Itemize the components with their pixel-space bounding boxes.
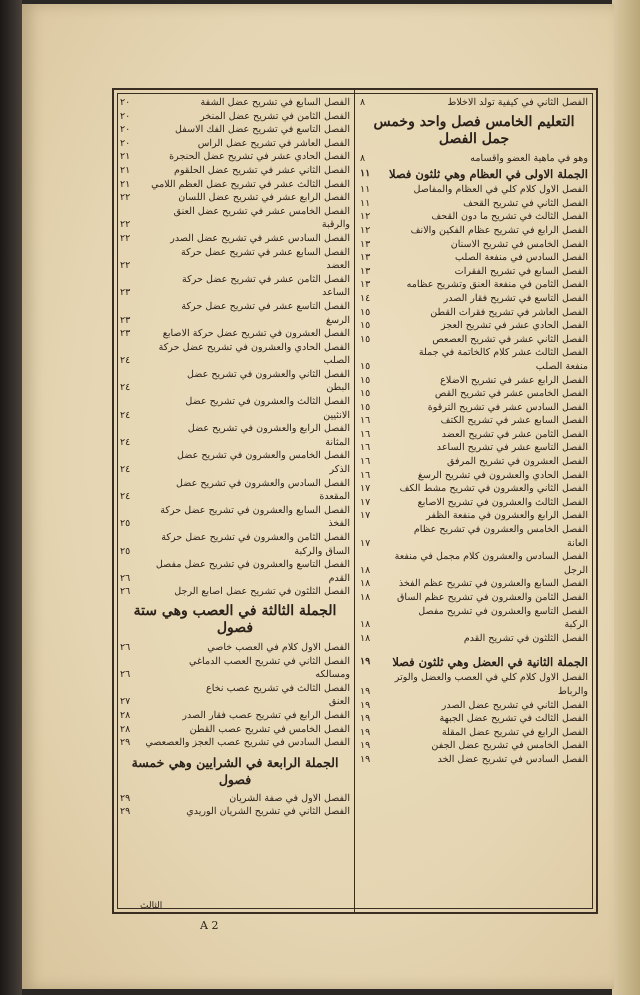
toc-entry-page: ١٥ (360, 333, 371, 345)
toc-entry (120, 695, 350, 709)
toc-entry-title: القدم (328, 572, 350, 584)
toc-entry-title: الفصل السادس عشر في تشريح الترقوة (427, 401, 588, 413)
toc-entry (120, 545, 350, 559)
toc-entry (120, 300, 350, 314)
toc-entry (120, 490, 350, 504)
toc-entry (360, 632, 588, 646)
toc-entry-title: الانثيين (323, 409, 350, 421)
toc-entry (360, 401, 588, 415)
toc-entry-title: الرجل (563, 564, 588, 576)
toc-entry-page: ٢٠ (120, 124, 131, 136)
toc-entry-title: الفصل التاسع في تشريح فقار الصدر (443, 292, 588, 304)
toc-entry (120, 96, 350, 110)
toc-entry-title: الفصل السابع في تشريح عضل الشفة (200, 97, 350, 108)
toc-entry-title: الساعد (322, 287, 350, 299)
toc-entry-title: الفصل السابع في تشريح الفقرات (454, 265, 588, 277)
toc-entry (120, 178, 350, 192)
toc-entry (120, 422, 350, 436)
toc-entry-title: الفصل الثالث في تشريح عضل الجبهة (439, 713, 588, 725)
toc-entry-title: وهو في ماهية العضو واقسامه (470, 152, 588, 164)
toc-entry-title: الفصل الرابع في تشريح عصب فقار الصدر (182, 709, 350, 721)
toc-entry-page: ٢٤ (120, 382, 131, 394)
toc-entry (360, 210, 588, 224)
section-heading-muscles: الجملة الثانية في العضل وهي ثلثون فصلا ١٩ (360, 655, 588, 670)
toc-entry-title: الفصل الثامن والعشرون في تشريح عظم الساق (396, 592, 588, 603)
toc-entry-title: الفصل الرابع والعشرون في تشريح عضل (187, 423, 350, 435)
toc-entry-title: الفصل الرابع في تشريح عظام الفكين والانف (410, 224, 588, 236)
toc-entry (120, 572, 350, 586)
toc-entry (120, 232, 350, 246)
toc-entry-title: الفصل الثاني عشر في تشريح العصعص (432, 333, 588, 345)
toc-entry-title: الفصل السابع عشر في تشريح الكتف (440, 415, 588, 427)
toc-entry (120, 655, 350, 669)
toc-entry-title: الفصل الخامس عشر في تشريح عضل العنق (173, 205, 350, 217)
toc-entry-title: الفصل الحادي والعشرون في تشريح عضل حركة (158, 341, 350, 353)
toc-entry-page: ٢٩ (120, 737, 131, 749)
toc-entry (120, 218, 350, 232)
toc-entry-page: ١٥ (360, 306, 371, 318)
toc-entry-page (120, 395, 142, 409)
toc-entry-page: ٢٧ (120, 696, 131, 708)
toc-entry-page: ٢٤ (120, 464, 131, 476)
toc-entry-page: ١٧ (360, 496, 371, 508)
toc-entry (360, 360, 588, 374)
toc-entry-page (120, 655, 142, 669)
toc-entry-title: الفصل الرابع عشر في تشريح عضل اللسان (178, 192, 350, 204)
toc-entry-title: الفصل الثالث عشر كلام كالخاتمة في جملة (418, 347, 588, 359)
toc-entry (360, 306, 588, 320)
toc-entry-page: ١٦ (360, 415, 371, 427)
toc-entry-page: ٨ (360, 152, 366, 164)
toc-entry-page: ٢٦ (120, 669, 131, 681)
toc-entry-page (360, 550, 382, 564)
toc-entry (360, 292, 588, 306)
toc-entry (120, 585, 350, 599)
toc-entry-page: ٢٥ (120, 518, 131, 530)
column-divider (354, 90, 355, 912)
toc-entry-page: ١٥ (360, 320, 371, 332)
toc-entry-page: ٢٦ (120, 586, 131, 598)
toc-entry (120, 381, 350, 395)
toc-entry (120, 436, 350, 450)
toc-entry (120, 286, 350, 300)
right-column (360, 96, 588, 767)
toc-entry-page: ١٨ (360, 564, 371, 576)
toc-entry-page: ٢٦ (120, 641, 131, 653)
toc-entry-title: منفعة الصلب (535, 360, 588, 372)
toc-entry-page: ٢٤ (120, 409, 131, 421)
toc-entry (120, 558, 350, 572)
toc-entry-title: الفصل الثالث في تشريح ما دون القحف (431, 211, 588, 223)
toc-entry-page: ١٩ (360, 740, 371, 752)
toc-entry (120, 205, 350, 219)
toc-entry (120, 682, 350, 696)
toc-entry-page: ١٧ (360, 537, 371, 549)
toc-entry-title: الفصل الثامن عشر في تشريح العضد (441, 428, 588, 440)
toc-entry-page: ١٧ (360, 483, 371, 495)
toc-entry (120, 736, 350, 750)
toc-entry-title: العانة (567, 537, 588, 549)
toc-entry-page (360, 346, 382, 360)
toc-entry (360, 278, 588, 292)
toc-entry-page: ٢٩ (120, 792, 131, 804)
toc-entry (360, 726, 588, 740)
toc-entry-title: الفخذ (328, 518, 350, 530)
toc-entry (360, 618, 588, 632)
toc-entry (120, 246, 350, 260)
book-page (22, 4, 614, 989)
toc-entry (120, 191, 350, 205)
toc-entry (360, 183, 588, 197)
toc-entry-page (120, 477, 142, 491)
contents-frame (112, 88, 598, 914)
toc-entry (120, 123, 350, 137)
toc-entry-page: ١٤ (360, 292, 371, 304)
toc-entry-title: الفصل الثامن والعشرون في تشريح عضل حركة (161, 532, 350, 543)
toc-entry-page: ٢٨ (120, 709, 131, 721)
section-heading-arteries: الجملة الرابعة في الشرايين وهي خمسة فصول (131, 754, 339, 787)
toc-entry (120, 504, 350, 518)
toc-entry-page: ٢٣ (120, 328, 131, 340)
toc-entry-title: الفصل السادس عشر في تشريح عضل الصدر (170, 232, 350, 244)
toc-entry (120, 517, 350, 531)
toc-entry (360, 591, 588, 605)
toc-entry-page: ١٨ (360, 619, 371, 631)
toc-entry-title: الفصل السادس في تشريح عضل الخد (437, 753, 588, 765)
toc-entry (120, 110, 350, 124)
toc-entry-title: الفصل السادس والعشرون في تشريح عضل (176, 477, 350, 489)
toc-entry-title: الفصل الخامس في تشريح الاسنان (450, 238, 588, 250)
toc-entry (120, 341, 350, 355)
toc-entry-page: ٢٠ (120, 137, 131, 149)
toc-entry-page: ١٨ (360, 632, 371, 644)
toc-entry-page: ١٣ (360, 238, 371, 250)
toc-entry (120, 164, 350, 178)
toc-entry-title: الفصل الثلثون في تشريح القدم (463, 632, 588, 644)
toc-entry-title: الفصل السابع والعشرون في تشريح عظم الفخذ (398, 578, 588, 590)
toc-entry (360, 469, 588, 483)
toc-entry-title: الفصل السابع عشر في تشريح عضل حركة (181, 246, 350, 258)
toc-entry-page: ١٩ (360, 699, 371, 711)
toc-entry (360, 224, 588, 238)
toc-entry-page: ١٩ (360, 753, 371, 765)
toc-entry-page (120, 422, 142, 436)
toc-entry (360, 197, 588, 211)
toc-entry-title: الفصل الرابع والعشرون في منفعة الظفر (426, 510, 588, 522)
toc-entry-page: ٢٤ (120, 491, 131, 503)
toc-entry (120, 709, 350, 723)
catchword: الثالث (140, 901, 163, 911)
toc-entry-title: الفصل الخامس في تشريح عضل الجفن (431, 740, 588, 752)
toc-entry-title: الفصل التاسع عشر في تشريح الساعد (436, 442, 588, 454)
toc-entry (360, 564, 588, 578)
toc-entry (360, 238, 588, 252)
toc-entry (120, 409, 350, 423)
toc-entry-page: ١٩ (360, 726, 371, 738)
toc-entry-title: والرباط (558, 685, 588, 697)
toc-entry-page: ١٨ (360, 578, 371, 590)
toc-entry-title: الفصل الثاني عشر في تشريح عضل الحلقوم (174, 164, 350, 176)
toc-entry-title: الفصل الخامس والعشرون في تشريح عضل (176, 450, 350, 462)
toc-entry-page: ٨ (360, 97, 366, 108)
toc-entry (120, 150, 350, 164)
toc-entry (360, 96, 588, 110)
toc-entry-title: الفصل التاسع في تشريح عضل الفك الاسفل (175, 124, 350, 136)
toc-entry-page: ١٢ (360, 211, 371, 223)
section-heading-nerves: الجملة الثالثة في العصب وهي ستة فصول (133, 602, 337, 636)
toc-entry-title: الفصل التاسع عشر في تشريح عضل حركة (181, 300, 350, 312)
toc-entry-page (360, 605, 382, 619)
toc-entry-title: الفصل الحادي عشر في تشريح العجز (440, 320, 588, 332)
toc-entry-page: ٢٠ (120, 97, 131, 108)
toc-entry (120, 354, 350, 368)
toc-entry (360, 374, 588, 388)
toc-entry-title: الفصل الثالث والعشرون في تشريح الاصابع (417, 496, 588, 508)
toc-entry (360, 346, 588, 360)
toc-entry-page: ٢٠ (120, 110, 131, 122)
toc-entry-title: الفصل التاسع والعشرون في تشريح مفصل (418, 605, 588, 617)
toc-entry-page: ٢٩ (120, 806, 131, 818)
toc-entry (360, 414, 588, 428)
toc-entry-title: الفصل الاول كلام كلي في العظام والمفاصل (413, 184, 588, 196)
toc-entry-page (120, 205, 142, 219)
toc-entry-title: الفصل الثاني والعشرون في تشريح عضل (186, 368, 350, 380)
toc-entry-page: ١٣ (360, 279, 371, 291)
toc-entry (120, 792, 350, 806)
toc-entry (360, 671, 588, 685)
toc-entry-title: الفصل الخامس في تشريح عصب القطن (189, 723, 350, 735)
toc-entry-page: ٢٣ (120, 314, 131, 326)
toc-entry-title: الفصل الثاني في تشريح العصب الدماغي (189, 655, 350, 667)
toc-entry (360, 537, 588, 551)
toc-entry-title: والرقبة (321, 219, 350, 231)
toc-entry (120, 805, 350, 819)
toc-entry (120, 449, 350, 463)
toc-entry-page: ٢٦ (120, 572, 131, 584)
toc-entry-page (120, 682, 142, 696)
toc-entry-title: العضد (326, 260, 350, 272)
heading-fifth-teaching: التعليم الخامس فصل واحد وخمس جمل الفصل (373, 113, 575, 147)
toc-entry-title: الفصل الثالث عشر في تشريح عضل العظم اللامي (151, 178, 350, 190)
toc-entry-page: ١٣ (360, 252, 371, 264)
toc-entry-page: ١١ (360, 184, 371, 196)
toc-entry-page (120, 531, 142, 545)
toc-entry-title: الفصل الرابع عشر في تشريح الاضلاع (440, 374, 588, 386)
toc-entry-title: الفصل السادس في تشريح عصب العجز والعصعصي (145, 737, 350, 749)
toc-entry-title: الفصل السابع والعشرون في تشريح عضل حركة (160, 504, 350, 516)
toc-entry (120, 531, 350, 545)
left-column (120, 96, 350, 819)
toc-entry-page: ٢٢ (120, 232, 131, 244)
toc-entry-page (120, 504, 142, 518)
toc-entry (360, 605, 588, 619)
toc-entry-page: ٢٢ (120, 219, 131, 231)
toc-entry-page (120, 246, 142, 260)
toc-entry-title: المقعدة (319, 491, 350, 503)
toc-entry (360, 265, 588, 279)
toc-entry-title: البطن (326, 382, 350, 394)
toc-entry-page: ١٦ (360, 469, 371, 481)
toc-entry-title: العنق (328, 696, 350, 708)
toc-entry-title: الفصل السادس والعشرون كلام مجمل في منفعة (394, 551, 588, 563)
toc-entry-page: ٢٣ (120, 287, 131, 299)
section-heading-bones: الجملة الاولى في العظام وهي ثلثون فصلا ١١ (360, 167, 588, 182)
toc-entry (120, 314, 350, 328)
toc-entry-page: ٢٥ (120, 545, 131, 557)
toc-entry-title: الفصل الثامن في تشريح عضل المنخر (200, 110, 350, 122)
toc-entry (360, 333, 588, 347)
toc-entry-title: الفصل العشرون في تشريح المرفق (447, 456, 588, 468)
toc-entry-page: ٢٢ (120, 260, 131, 272)
toc-entry-title: الفصل الخامس عشر في تشريح القص (434, 388, 588, 400)
toc-entry (360, 428, 588, 442)
toc-entry (120, 368, 350, 382)
toc-entry-page (360, 523, 382, 537)
toc-entry-title: الفصل الرابع في تشريح عضل المقلة (441, 726, 588, 738)
toc-entry (120, 137, 350, 151)
toc-entry-title: الفصل الثالث والعشرون في تشريح عضل (185, 396, 350, 408)
toc-entry (360, 152, 588, 166)
toc-entry-title: الفصل الثاني في كيفية تولد الاخلاط (447, 97, 588, 108)
toc-entry-title: الفصل الثاني في تشريح الشريان الوريدي (186, 806, 350, 818)
toc-entry (120, 477, 350, 491)
toc-entry-page: ١٧ (360, 510, 371, 522)
toc-entry-title: الفصل الحادي والعشرون في تشريح الرسغ (417, 469, 588, 481)
toc-entry-page: ٢٤ (120, 355, 131, 367)
toc-entry (120, 641, 350, 655)
toc-entry-page: ٢١ (120, 164, 131, 176)
toc-entry-page: ١٩ (360, 713, 371, 725)
toc-entry-title: الفصل الثامن عشر في تشريح عضل حركة (182, 273, 350, 285)
signature-mark: A 2 (200, 919, 219, 932)
toc-entry-page: ١٦ (360, 456, 371, 468)
toc-entry-page: ١٢ (360, 224, 371, 236)
toc-entry-title: الفصل الحادي عشر في تشريح عضل الحنجرة (169, 151, 350, 163)
toc-entry-title: المثانة (325, 436, 350, 448)
toc-entry (360, 509, 588, 523)
toc-entry-page: ٢١ (120, 178, 131, 190)
toc-entry-title: الفصل الثامن في منفعة العنق وتشريح عظامه (406, 279, 588, 291)
toc-entry-page (120, 300, 142, 314)
toc-entry-page: ١٩ (360, 685, 371, 697)
toc-entry-title: الفصل الثاني في تشريح عضل الصدر (441, 699, 588, 711)
toc-entry (360, 699, 588, 713)
toc-entry-title: الفصل الاول في صفة الشريان (229, 792, 350, 804)
toc-entry (120, 259, 350, 273)
toc-entry-title: الرسغ (325, 314, 350, 326)
toc-entry (360, 319, 588, 333)
toc-entry (360, 712, 588, 726)
toc-entry (120, 395, 350, 409)
toc-entry (360, 550, 588, 564)
toc-entry (360, 753, 588, 767)
toc-entry (120, 463, 350, 477)
toc-entry (360, 482, 588, 496)
toc-entry-title: الصلب (323, 355, 350, 367)
toc-entry (360, 523, 588, 537)
toc-entry-title: الفصل الثالث في تشريح عصب نخاع (206, 682, 350, 694)
toc-entry-title: الركبة (564, 619, 588, 631)
toc-entry-title: الفصل الثاني في تشريح القحف (463, 197, 588, 209)
toc-entry-title: الفصل الثاني والعشرون في تشريح مشط الكف (399, 483, 588, 495)
toc-entry-page: ٢١ (120, 151, 131, 163)
toc-entry-page (120, 341, 142, 355)
toc-entry (360, 739, 588, 753)
toc-entry-page (120, 558, 142, 572)
toc-entry (360, 685, 588, 699)
toc-entry-title: الفصل العشرون في تشريح عضل حركة الاصابع (162, 328, 350, 340)
toc-entry-title: الفصل التاسع والعشرون في تشريح عضل مفصل (155, 559, 350, 571)
toc-entry-title: ومسالكه (315, 669, 350, 681)
toc-entry-title: الذكر (329, 464, 350, 476)
toc-entry-page (120, 273, 142, 287)
toc-entry-page: ٢٨ (120, 723, 131, 735)
toc-entry (360, 251, 588, 265)
toc-entry-title: الفصل الثلثون في تشريح عضل اصابع الرجل (174, 586, 350, 598)
toc-entry-page: ١٦ (360, 428, 371, 440)
toc-entry-page: ١٨ (360, 592, 371, 603)
toc-entry-title: الساق والركبة (294, 545, 350, 557)
toc-entry-title: الفصل العاشر في تشريح فقرات القطن (430, 306, 588, 318)
toc-entry-page: ١٣ (360, 265, 371, 277)
toc-entry-page: ١٥ (360, 401, 371, 413)
toc-entry-page (360, 671, 382, 685)
toc-entry-title: الفصل السادس في منفعة الصلب (454, 252, 588, 264)
toc-entry (360, 387, 588, 401)
toc-entry (120, 273, 350, 287)
book-spine (0, 0, 22, 995)
toc-entry (360, 496, 588, 510)
toc-entry-page: ٢٢ (120, 192, 131, 204)
toc-entry-title: الفصل العاشر في تشريح عضل الراس (197, 137, 350, 149)
toc-entry (120, 668, 350, 682)
toc-entry-page (120, 368, 142, 382)
facing-page-edge (612, 0, 640, 995)
toc-entry-page: ١٦ (360, 442, 371, 454)
toc-entry-page (120, 449, 142, 463)
toc-entry-page: ٢٤ (120, 436, 131, 448)
toc-entry (120, 723, 350, 737)
toc-entry-page: ١١ (360, 197, 371, 209)
toc-entry (360, 455, 588, 469)
toc-entry-page: ١٥ (360, 388, 371, 400)
toc-entry (120, 327, 350, 341)
toc-entry-page: ١٥ (360, 360, 371, 372)
toc-entry-title: الفصل الخامس والعشرون في تشريح عظام (413, 524, 588, 536)
toc-entry-title: الفصل الاول كلام كلي في العصب والعضل والوتر (394, 672, 588, 684)
toc-entry (360, 441, 588, 455)
toc-entry-title: الفصل الاول كلام في العصب خاصي (207, 641, 350, 653)
toc-entry (360, 577, 588, 591)
toc-entry-page: ١٥ (360, 374, 371, 386)
